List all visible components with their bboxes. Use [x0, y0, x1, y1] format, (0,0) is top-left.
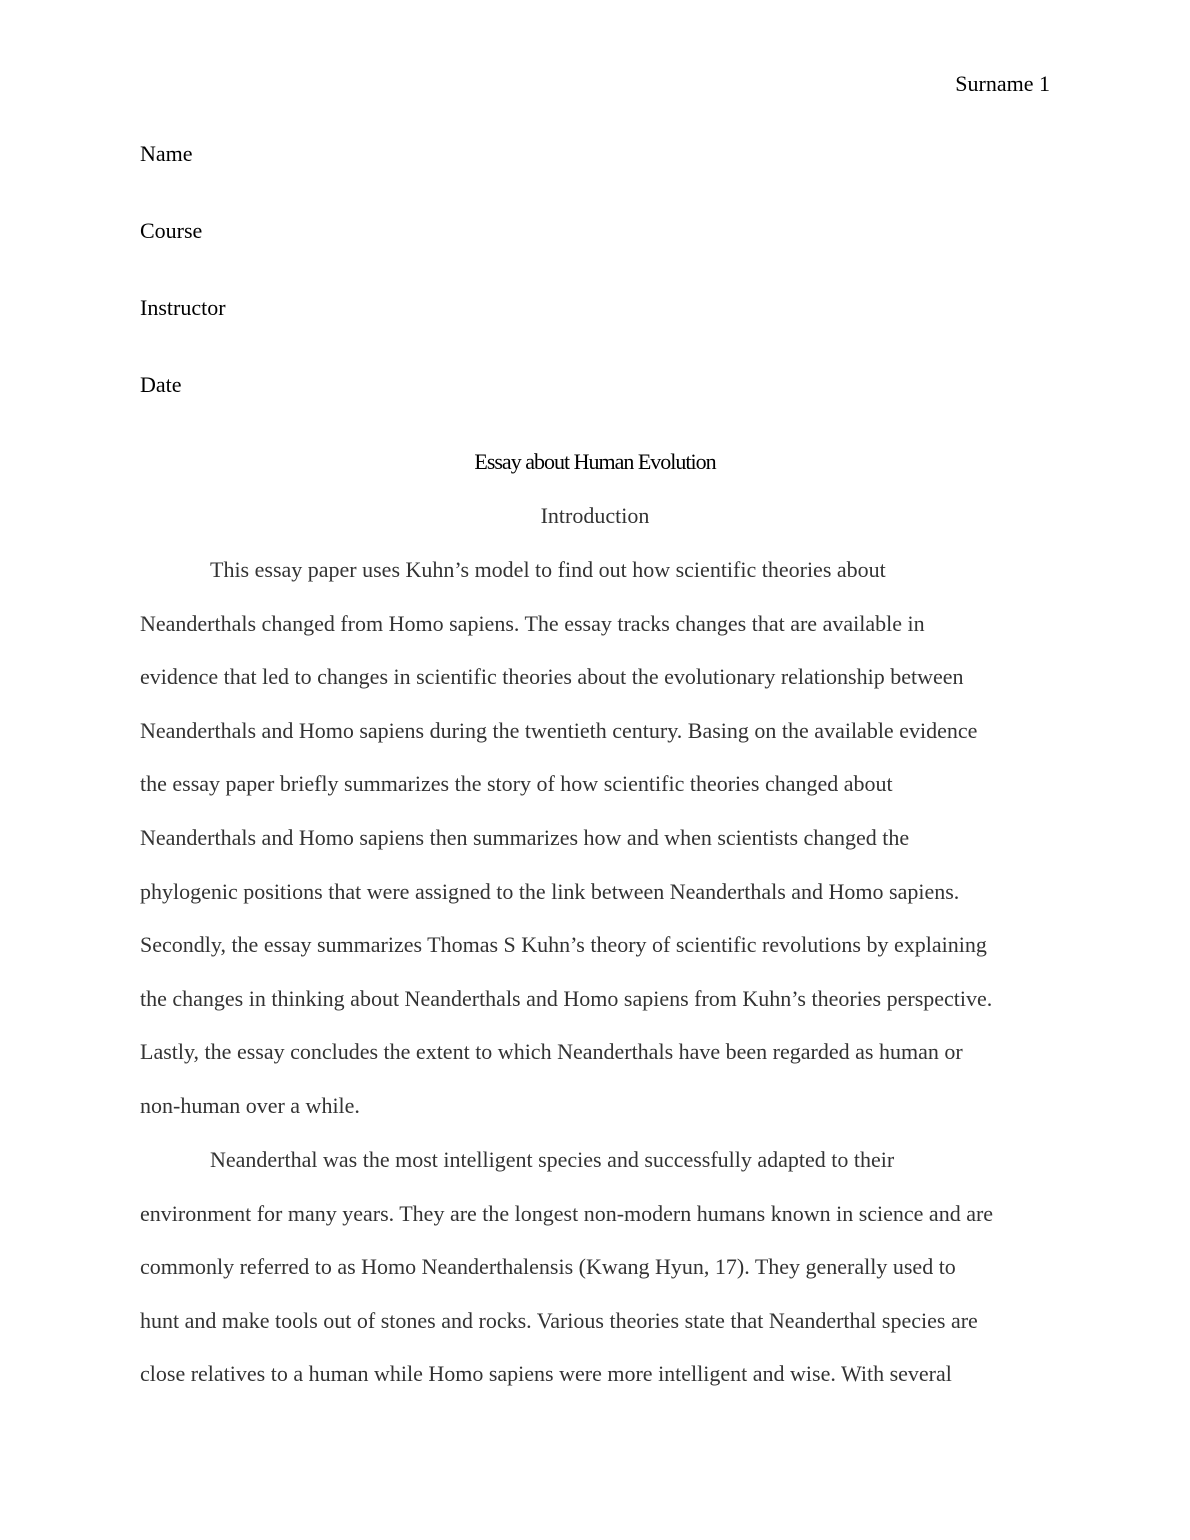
- paragraph-line: This essay paper uses Kuhn’s model to find out how scientific theories about: [210, 557, 886, 582]
- instructor-line: Instructor: [140, 295, 226, 320]
- paragraph-line: Neanderthals and Homo sapiens during the twentieth century. Basing on the available evidence: [140, 717, 978, 743]
- paragraph-line: Neanderthal was the most intelligent species and successfully adapted to their: [210, 1147, 895, 1172]
- paragraph-line: close relatives to a human while Homo sapiens were more intelligent and wise. With several: [140, 1361, 952, 1387]
- paragraph-line: evidence that led to changes in scientific theories about the evolutionary relationship between: [140, 664, 964, 690]
- paragraph-line: phylogenic positions that were assigned to the link between Neanderthals and Homo sapiens.: [140, 878, 960, 904]
- essay-title: Essay about Human Evolution: [474, 449, 716, 474]
- paragraph-line: Secondly, the essay summarizes Thomas S Kuhn’s theory of scientific revolutions by explaining: [140, 932, 987, 958]
- running-head: Surname 1: [955, 71, 1050, 96]
- paragraph-2: [140, 1133, 1050, 1401]
- course-line: Course: [140, 218, 203, 243]
- paragraph-line: commonly referred to as Homo Neanderthalensis (Kwang Hyun, 17). They generally used to: [140, 1254, 956, 1280]
- date-line: Date: [140, 372, 182, 397]
- section-heading: Introduction: [540, 503, 650, 528]
- paragraph-line: environment for many years. They are the longest non-modern humans known in science and are: [140, 1200, 994, 1226]
- paragraph-line: non-human over a while.: [140, 1092, 360, 1118]
- paragraph-line: the changes in thinking about Neanderthals and Homo sapiens from Kuhn’s theories perspective.: [140, 985, 993, 1011]
- paragraph-line: Neanderthals changed from Homo sapiens. The essay tracks changes that are available in: [140, 610, 925, 636]
- paragraph-line: Neanderthals and Homo sapiens then summarizes how and when scientists changed the: [140, 824, 910, 850]
- paragraph-line: hunt and make tools out of stones and rocks. Various theories state that Neanderthal species are: [140, 1307, 978, 1333]
- paragraph-line: the essay paper briefly summarizes the story of how scientific theories changed about: [140, 771, 893, 797]
- student-name-line: Name: [140, 141, 193, 166]
- paragraph-line: Lastly, the essay concludes the extent to which Neanderthals have been regarded as human or: [140, 1039, 963, 1065]
- paragraph-1: [140, 543, 1050, 1133]
